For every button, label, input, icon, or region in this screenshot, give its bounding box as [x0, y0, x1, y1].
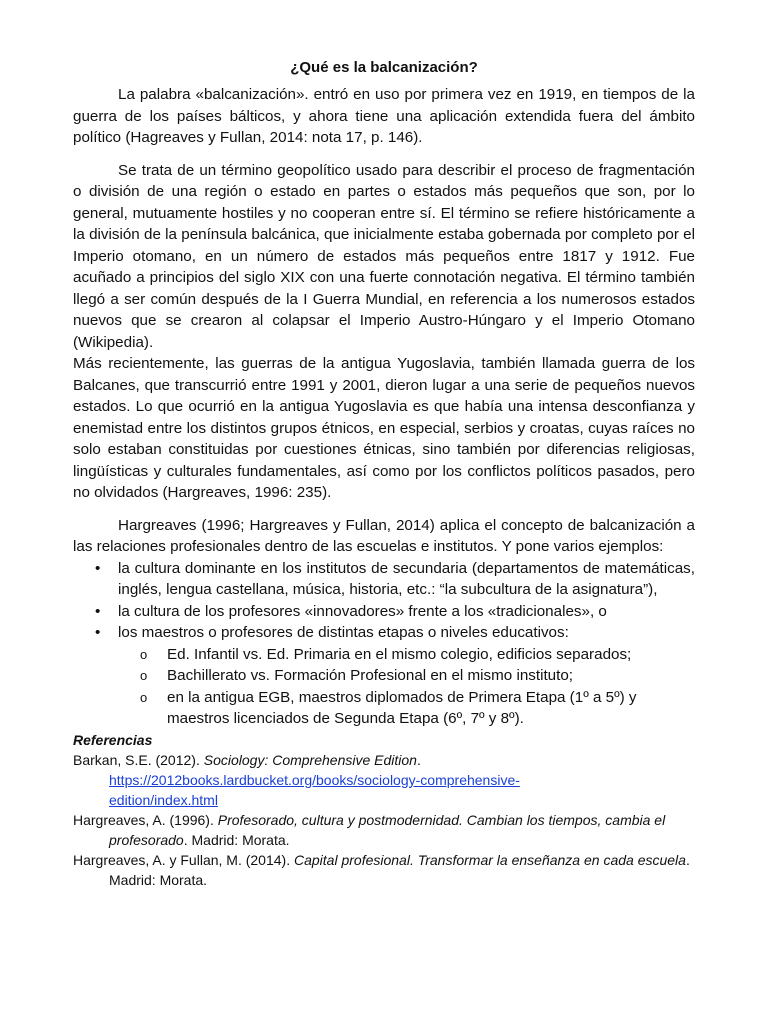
sublist-item-text: en la antigua EGB, maestros diplomados de Primera Etapa (1º a 5º) y maestros licenciados de Segunda Etapa (6º, 7º y 8º).	[167, 688, 637, 727]
reference-rest: . Madrid: Morata.	[109, 851, 690, 888]
list-item-text: la cultura de los profesores «innovadores» frente a los «tradicionales», o	[118, 602, 607, 620]
reference-title: Sociology: Comprehensive Edition	[203, 751, 417, 768]
reference-hargreaves-1996	[73, 810, 695, 850]
paragraph-4: Hargreaves (1996; Hargreaves y Fullan, 2014) aplica el concepto de balcanización a las relaciones profesionales dentro de las escuelas e institutos. Y pone varios ejemplos:	[73, 516, 695, 555]
circle-bullet-icon: o	[140, 668, 148, 683]
reference-title: Profesorado, cultura y postmodernidad. Cambian los tiempos, cambia el profesorado	[109, 811, 666, 848]
reference-author: Hargreaves, A. y Fullan, M. (2014).	[73, 851, 294, 868]
reference-rest: .	[416, 751, 421, 768]
stages-sublist	[73, 644, 695, 730]
sublist-item-text: Bachillerato vs. Formación Profesional en el mismo instituto;	[167, 667, 574, 684]
paragraph-1: La palabra «balcanización». entró en uso por primera vez en 1919, en tiempos de la guerra de los países bálticos, y ahora tiene una aplicación extendida fuera del ámbito político (Hagreaves y Fullan, 2014: nota 17, p. 146).	[73, 86, 695, 146]
list-item	[73, 622, 695, 644]
reference-link-part-1: https://2012books.lardbucket.org/books/sociology-comprehensive-	[109, 771, 520, 788]
examples-list	[73, 558, 695, 644]
circle-bullet-icon: o	[140, 646, 148, 662]
circle-bullet-icon: o	[140, 689, 148, 705]
sublist-item	[73, 687, 695, 730]
references-heading: Referencias	[73, 731, 153, 748]
document-title: ¿Qué es la balcanización?	[290, 59, 478, 76]
reference-link-wrapper	[109, 770, 695, 810]
reference-hargreaves-fullan-2014	[73, 850, 695, 890]
list-item-text: los maestros o profesores de distintas etapas o niveles educativos:	[118, 624, 569, 641]
paragraph-3: Más recientemente, las guerras de la antigua Yugoslavia, también llamada guerra de los Balcanes, que transcurrió entre 1991 y 2001, dieron lugar a una serie de pequeños nuevos estados. Lo que ocurrió en la antigua Yugoslavia es que había una intensa desconfianza y enemistad entre los distintos grupos étnicos, en especial, serbios y croatas, cuyas raíces no solo estaban constituidas por cuestiones étnicas, sino también por diferencias religiosas, lingüísticas y culturales fundamentales, así como por los conflictos políticos pasados, pero no olvidados (Hargreaves, 1996: 235).	[73, 355, 695, 501]
bullet-icon: •	[95, 602, 101, 620]
reference-barkan	[73, 750, 695, 810]
reference-author: Hargreaves, A. (1996).	[73, 811, 218, 828]
reference-rest: . Madrid: Morata.	[183, 831, 290, 848]
list-item	[73, 601, 695, 623]
reference-link[interactable]	[109, 772, 520, 808]
paragraph-2: Se trata de un término geopolítico usado para describir el proceso de fragmentación o división de una región o estado en partes o estados más pequeños que son, por lo general, mutuamente hostiles y no cooperan entre sí. El término se refiere históricamente a la división de la península balcánica, que inicialmente estaba gobernada por completo por el Imperio otomano, en un número de estados más pequeños entre 1817 y 1912. Fue acuñado a principios del siglo XIX con una fuerte connotación negativa. El término también llegó a ser común después de la I Guerra Mundial, en referencia a los numerosos estados nuevos que se crearon al colapsar el Imperio Austro-Húngaro y el Imperio Otomano (Wikipedia).	[73, 161, 695, 351]
sublist-item-text: Ed. Infantil vs. Ed. Primaria en el mismo colegio, edificios separados;	[167, 645, 632, 663]
reference-title: Capital profesional. Transformar la enseñanza en cada escuela	[293, 851, 686, 868]
sublist-item	[73, 644, 695, 666]
reference-link-part-2: edition/index.html	[109, 791, 218, 808]
bullet-icon: •	[95, 624, 101, 641]
bullet-icon: •	[95, 559, 101, 577]
list-item-text: la cultura dominante en los institutos de secundaria (departamentos de matemáticas, inglés, lengua castellana, música, historia, etc.: “la subcultura de la asignatura”),	[118, 559, 695, 598]
reference-author: Barkan, S.E. (2012).	[73, 751, 204, 768]
sublist-item	[73, 665, 695, 687]
list-item	[73, 558, 695, 601]
